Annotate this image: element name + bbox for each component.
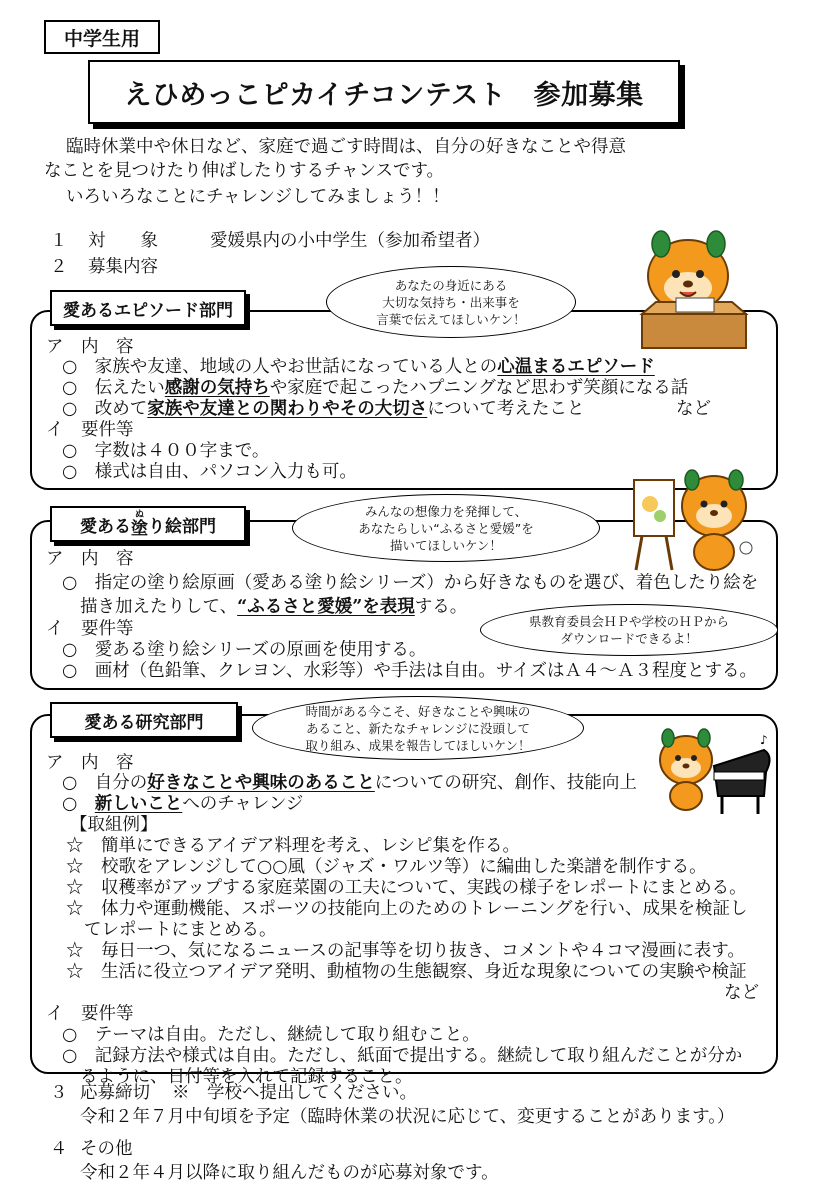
episode-content-2-emphasis: 感謝の気持ち xyxy=(164,378,270,398)
episode-content-heading: ア 内 容 xyxy=(46,337,134,357)
coloring-content-1: ○ 指定の塗り絵原画（愛ある塗り絵シリーズ）から好きなものを選び、着色したり絵を xyxy=(62,573,759,593)
research-content-2-text: ○ xyxy=(62,794,95,814)
research-speech-bubble xyxy=(252,696,584,760)
intro-line-2: なことを見つけたり伸ばしたりするチャンスです。 xyxy=(44,161,445,181)
research-content-heading: ア 内 容 xyxy=(46,753,134,773)
episode-content-1 xyxy=(62,356,655,378)
research-example-5: ☆ 毎日一つ、気になるニュースの記事等を切り抜き、コメントや４コマ漫画に表す。 xyxy=(66,941,745,961)
item1-value: 愛媛県内の小中学生（参加希望者） xyxy=(210,231,490,251)
coloring-label-ruby xyxy=(131,510,148,539)
research-example-1: ☆ 簡単にできるアイデア料理を考え、レシピ集を作る。 xyxy=(66,836,521,856)
research-content-1-rest: についての研究、創作、技能向上 xyxy=(374,773,637,793)
episode-requirement-2: ○ 様式は自由、パソコン入力も可。 xyxy=(62,462,357,482)
coloring-content-heading: ア 内 容 xyxy=(46,549,134,569)
episode-content-3-rest: について考えたこと xyxy=(427,399,585,419)
download-bubble-line-1: 県教育委員会ＨＰや学校のＨＰから xyxy=(528,614,729,629)
research-example-6-etc: など xyxy=(724,983,759,1003)
item3-number: ３ xyxy=(50,1083,68,1103)
episode-content-2 xyxy=(62,377,688,399)
coloring-content-1b-rest: する。 xyxy=(414,597,468,617)
coloring-requirements-heading: イ 要件等 xyxy=(46,619,134,639)
coloring-section-label xyxy=(50,506,246,542)
episode-requirements-heading: イ 要件等 xyxy=(46,420,134,440)
coloring-bubble-line-3: 描いてほしいケン！ xyxy=(390,537,502,553)
research-bubble-line-2: あること、新たなチャレンジに没頭して xyxy=(305,720,530,736)
research-bubble-line-3: 取り組み、成果を報告してほしいケン！ xyxy=(305,737,531,753)
episode-content-1-text: ○ 家族や友達、地域の人やお世話になっている人との xyxy=(62,357,498,377)
item3-label: 応募締切 xyxy=(80,1083,150,1103)
research-content-2-rest: へのチャレンジ xyxy=(182,794,304,814)
episode-bubble-line-1: あなたの身近にある xyxy=(394,277,508,293)
episode-content-2-text: ○ 伝えたい xyxy=(62,378,165,398)
episode-requirement-1: ○ 字数は４００字まで。 xyxy=(62,441,270,461)
coloring-label-ruby-reading: ぬ xyxy=(131,509,148,520)
coloring-label-ruby-base: 塗 xyxy=(131,518,148,539)
coloring-requirement-2: ○ 画材（色鉛筆、クレヨン、水彩等）や手法は自由。サイズはＡ４～Ａ３程度とする。 xyxy=(62,661,757,681)
coloring-content-1b xyxy=(80,596,467,618)
research-example-2: ☆ 校歌をアレンジして○○風（ジャズ・ワルツ等）に編曲した楽譜を制作する。 xyxy=(66,857,707,877)
audience-tag: 中学生用 xyxy=(44,20,160,54)
coloring-speech-bubble xyxy=(292,494,600,562)
episode-content-1-emphasis: 心温まるエピソード xyxy=(497,357,655,377)
research-content-1 xyxy=(62,772,637,794)
research-requirements-heading: イ 要件等 xyxy=(46,1004,134,1024)
item1-label: 対 象 xyxy=(88,231,158,251)
research-content-1-text: ○ 自分の xyxy=(62,773,148,793)
coloring-label-prefix: 愛ある xyxy=(80,516,131,537)
coloring-content-1b-text: 描き加えたりして、 xyxy=(80,597,238,617)
research-content-2 xyxy=(62,793,303,815)
item3-detail: 令和２年７月中旬頃を予定（臨時休業の状況に応じて、変更することがあります。） xyxy=(80,1107,735,1127)
research-example-4-cont: てレポートにまとめる。 xyxy=(84,920,277,940)
mascot-writing-illustration xyxy=(636,218,752,350)
research-example-4: ☆ 体力や運動機能、スポーツの技能向上のためのトレーニングを行い、成果を検証し xyxy=(66,899,748,919)
mascot-piano-illustration xyxy=(652,726,778,816)
research-requirement-2: ○ 記録方法や様式は自由。ただし、紙面で提出する。継続して取り組んだことが分か xyxy=(62,1046,743,1066)
page-title: えひめっこピカイチコンテスト 参加募集 xyxy=(88,60,680,124)
episode-content-2-rest: や家庭で起こったハプニングなど思わず笑顔になる話 xyxy=(269,378,689,398)
item1-number: １ xyxy=(50,231,68,251)
research-requirement-2-cont: るように、日付等を入れて記録すること。 xyxy=(80,1067,413,1087)
item3-note: ※ 学校へ提出してください。 xyxy=(172,1083,417,1103)
mascot-painting-illustration xyxy=(628,466,758,576)
episode-content-3-etc: など xyxy=(676,399,711,419)
episode-content-3-emphasis: 家族や友達との関わりやその大切さ xyxy=(147,399,428,419)
episode-bubble-line-3: 言葉で伝えてほしいケン！ xyxy=(376,311,526,327)
research-example-6: ☆ 生活に役立つアイデア発明、動植物の生態観察、身近な現象についての実験や検証 xyxy=(66,962,747,982)
item2-label: 募集内容 xyxy=(88,257,158,277)
coloring-requirement-1: ○ 愛ある塗り絵シリーズの原画を使用する。 xyxy=(62,640,427,660)
item2-number: ２ xyxy=(50,257,68,277)
item4-detail: 令和２年４月以降に取り組んだものが応募対象です。 xyxy=(80,1163,499,1183)
intro-line-1: 臨時休業中や休日など、家庭で過ごす時間は、自分の好きなことや得意 xyxy=(66,137,626,157)
coloring-bubble-line-2: あなたらしい“ふるさと愛媛”を xyxy=(358,520,534,536)
download-bubble-line-2: ダウンロードできるよ！ xyxy=(560,631,698,646)
research-requirement-1: ○ テーマは自由。ただし、継続して取り組むこと。 xyxy=(62,1025,480,1045)
coloring-label-suffix: り絵部門 xyxy=(148,516,216,537)
episode-content-3-text: ○ 改めて xyxy=(62,399,148,419)
svg-text:♪: ♪ xyxy=(760,733,768,747)
research-section-label: 愛ある研究部門 xyxy=(50,702,238,738)
research-examples-heading: 【取組例】 xyxy=(70,815,158,835)
research-content-2-emphasis: 新しいこと xyxy=(94,794,183,814)
research-bubble-line-1: 時間がある今こそ、好きなことや興味の xyxy=(305,703,531,719)
episode-bubble-line-2: 大切な気持ち・出来事を xyxy=(382,294,520,310)
research-example-3: ☆ 収穫率がアップする家庭菜園の工夫について、実践の様子をレポートにまとめる。 xyxy=(66,878,747,898)
download-speech-bubble xyxy=(480,604,778,656)
item4-number: ４ xyxy=(50,1139,68,1159)
coloring-bubble-line-1: みんなの想像力を発揮して、 xyxy=(364,503,528,519)
item4-label: その他 xyxy=(80,1139,133,1159)
episode-section-label: 愛あるエピソード部門 xyxy=(50,290,246,326)
episode-content-3 xyxy=(62,398,584,420)
coloring-content-1b-emphasis: “ふるさと愛媛”を表現 xyxy=(237,597,415,617)
episode-speech-bubble xyxy=(326,266,576,338)
research-content-1-emphasis: 好きなことや興味のあること xyxy=(147,773,375,793)
intro-line-3: いろいろなことにチャレンジしてみましょう！！ xyxy=(66,187,450,207)
